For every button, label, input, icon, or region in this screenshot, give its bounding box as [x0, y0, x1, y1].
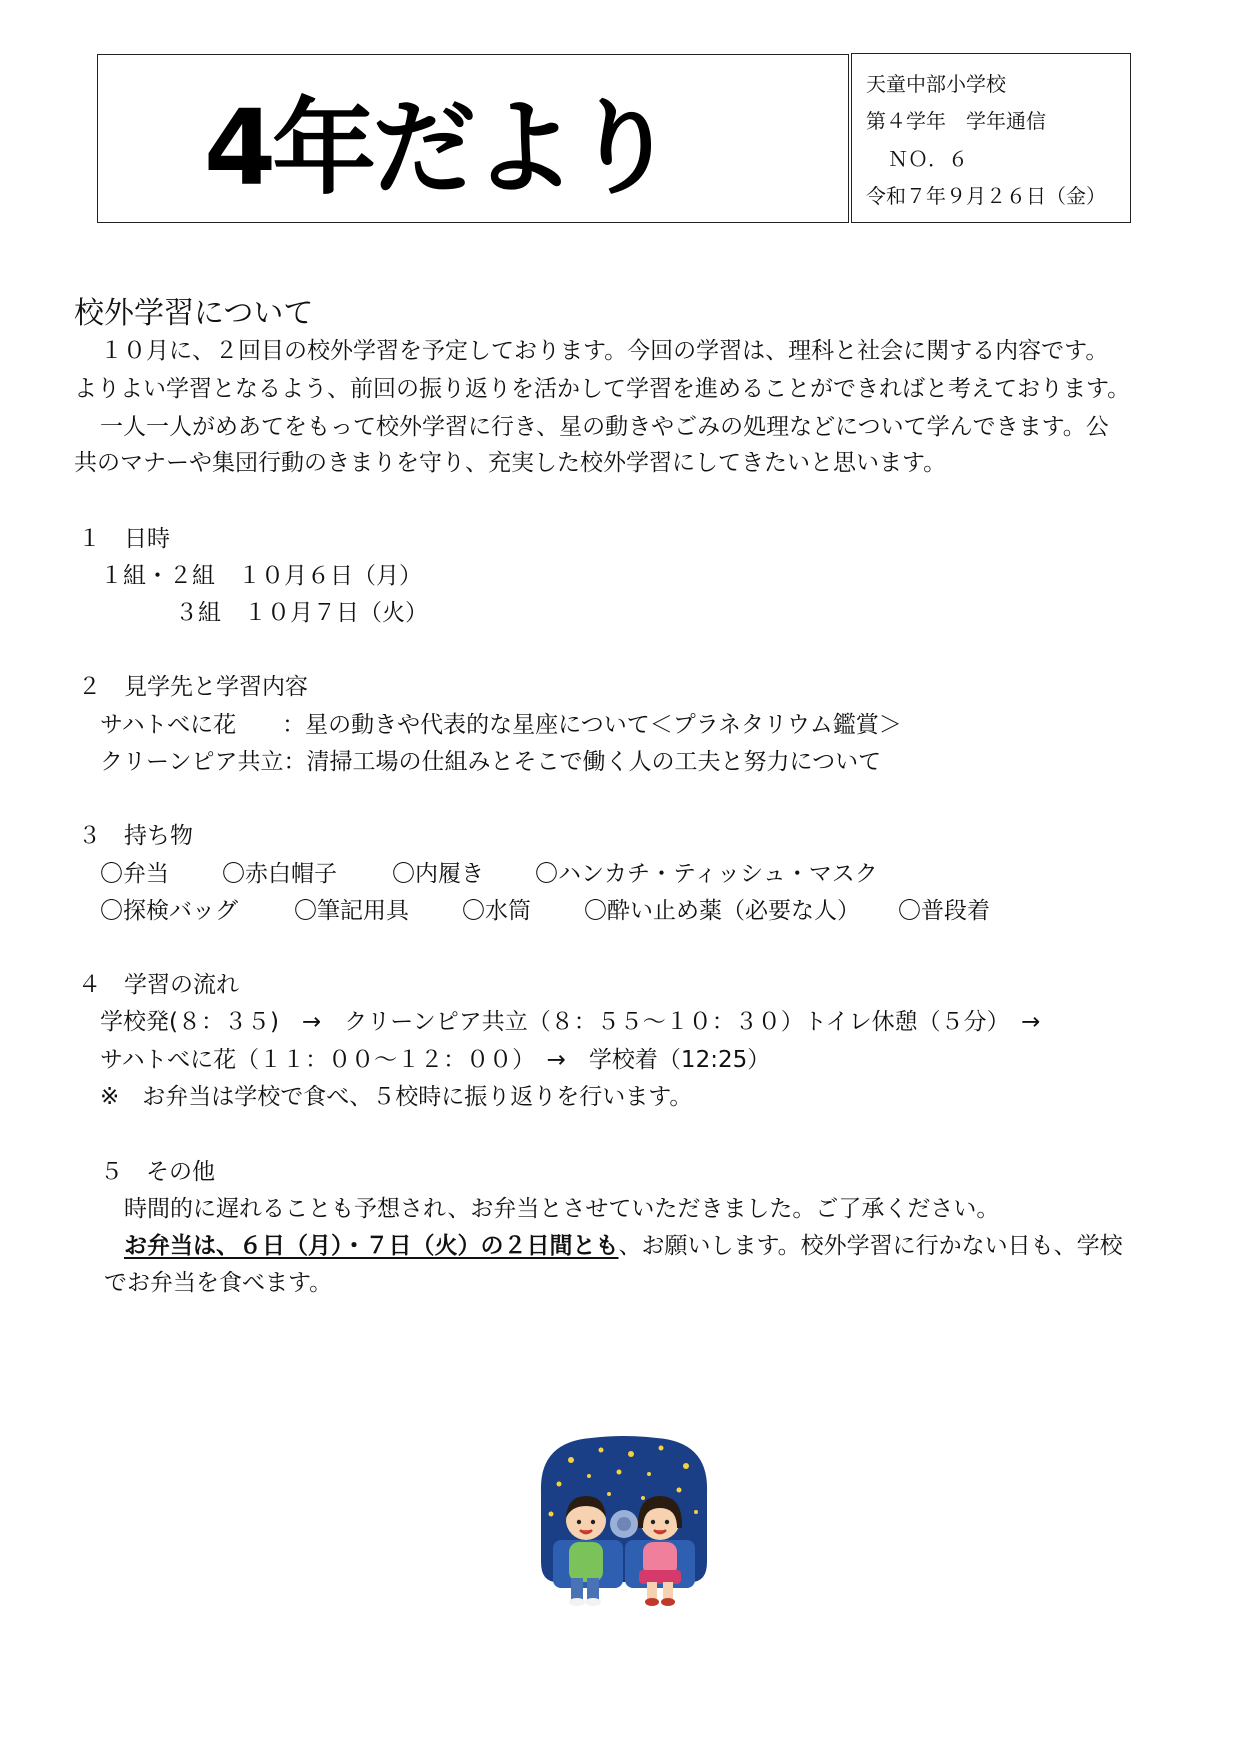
issue-date: 令和７年９月２６日（金）	[866, 184, 1106, 208]
issue-number: ＮＯ．６	[888, 147, 968, 171]
belonging-item: 〇赤白帽子	[222, 861, 337, 887]
datetime-line-2: ３組 １０月７日（火）	[175, 600, 428, 626]
intro-line-1: １０月に、２回目の校外学習を予定しております。今回の学習は、理科と社会に関する内容です。	[100, 338, 1109, 364]
flow-note: ※ お弁当は学校で食べ、５校時に振り返りを行います。	[100, 1084, 693, 1110]
planetarium-children-icon	[531, 1432, 717, 1608]
section-heading: 校外学習について	[74, 296, 314, 331]
other-line-1: 時間的に遅れることも予想され、お弁当とさせていただきました。ご了承ください。	[124, 1196, 1000, 1222]
other-heading: ５ その他	[100, 1159, 215, 1185]
belonging-item: 〇酔い止め薬（必要な人）	[584, 898, 860, 924]
datetime-heading: １ 日時	[78, 526, 170, 552]
places-line-1: サハトべに花 ：星の動きや代表的な星座について＜プラネタリウム鑑賞＞	[100, 712, 902, 738]
belonging-item: 〇探検バッグ	[100, 898, 238, 924]
flow-line-1: 学校発(８：３５) → クリーンピア共立（８：５５〜１０：３０）トイレ休憩（５分） →	[100, 1009, 1041, 1035]
intro-line-2: よりよい学習となるよう、前回の振り返りを活かして学習を進めることができればと考えております。	[74, 376, 1131, 402]
places-line-2: クリーンピア共立：清掃工場の仕組みとそこで働く人の工夫と努力について	[100, 749, 882, 775]
belonging-item: 〇内履き	[392, 861, 484, 887]
belonging-item: 〇弁当	[100, 861, 169, 887]
lunch-notice-rest: 、お願いします。校外学習に行かない日も、学校	[618, 1233, 1123, 1259]
belonging-item: 〇ハンカチ・ティッシュ・マスク	[535, 861, 878, 887]
intro-line-4: 共のマナーや集団行動のきまりを守り、充実した校外学習にしてきたいと思います。	[74, 450, 947, 476]
places-heading: ２ 見学先と学習内容	[78, 674, 308, 700]
datetime-line-1: １組・２組 １０月６日（月）	[100, 563, 422, 589]
flow-line-2: サハトべに花（１１：００〜１２：００） → 学校着（12:25）	[100, 1047, 771, 1073]
intro-line-3: 一人一人がめあてをもって校外学習に行き、星の動きやごみの処理などについて学んできます。公	[100, 414, 1109, 440]
school-name: 天童中部小学校	[866, 72, 1006, 96]
newsletter-title: 4年だより	[203, 86, 673, 209]
lunch-notice-emphasis: お弁当は、６日（月）・７日（火）の２日間とも	[124, 1233, 619, 1259]
grade-news-label: 第４学年 学年通信	[866, 109, 1046, 133]
belonging-item: 〇普段着	[898, 898, 990, 924]
other-line-3: でお弁当を食べます。	[104, 1270, 333, 1296]
belongings-heading: ３ 持ち物	[78, 823, 193, 849]
belonging-item: 〇筆記用具	[294, 898, 409, 924]
other-line-2	[124, 1227, 1123, 1260]
belonging-item: 〇水筒	[462, 898, 531, 924]
flow-heading: ４ 学習の流れ	[78, 972, 239, 998]
